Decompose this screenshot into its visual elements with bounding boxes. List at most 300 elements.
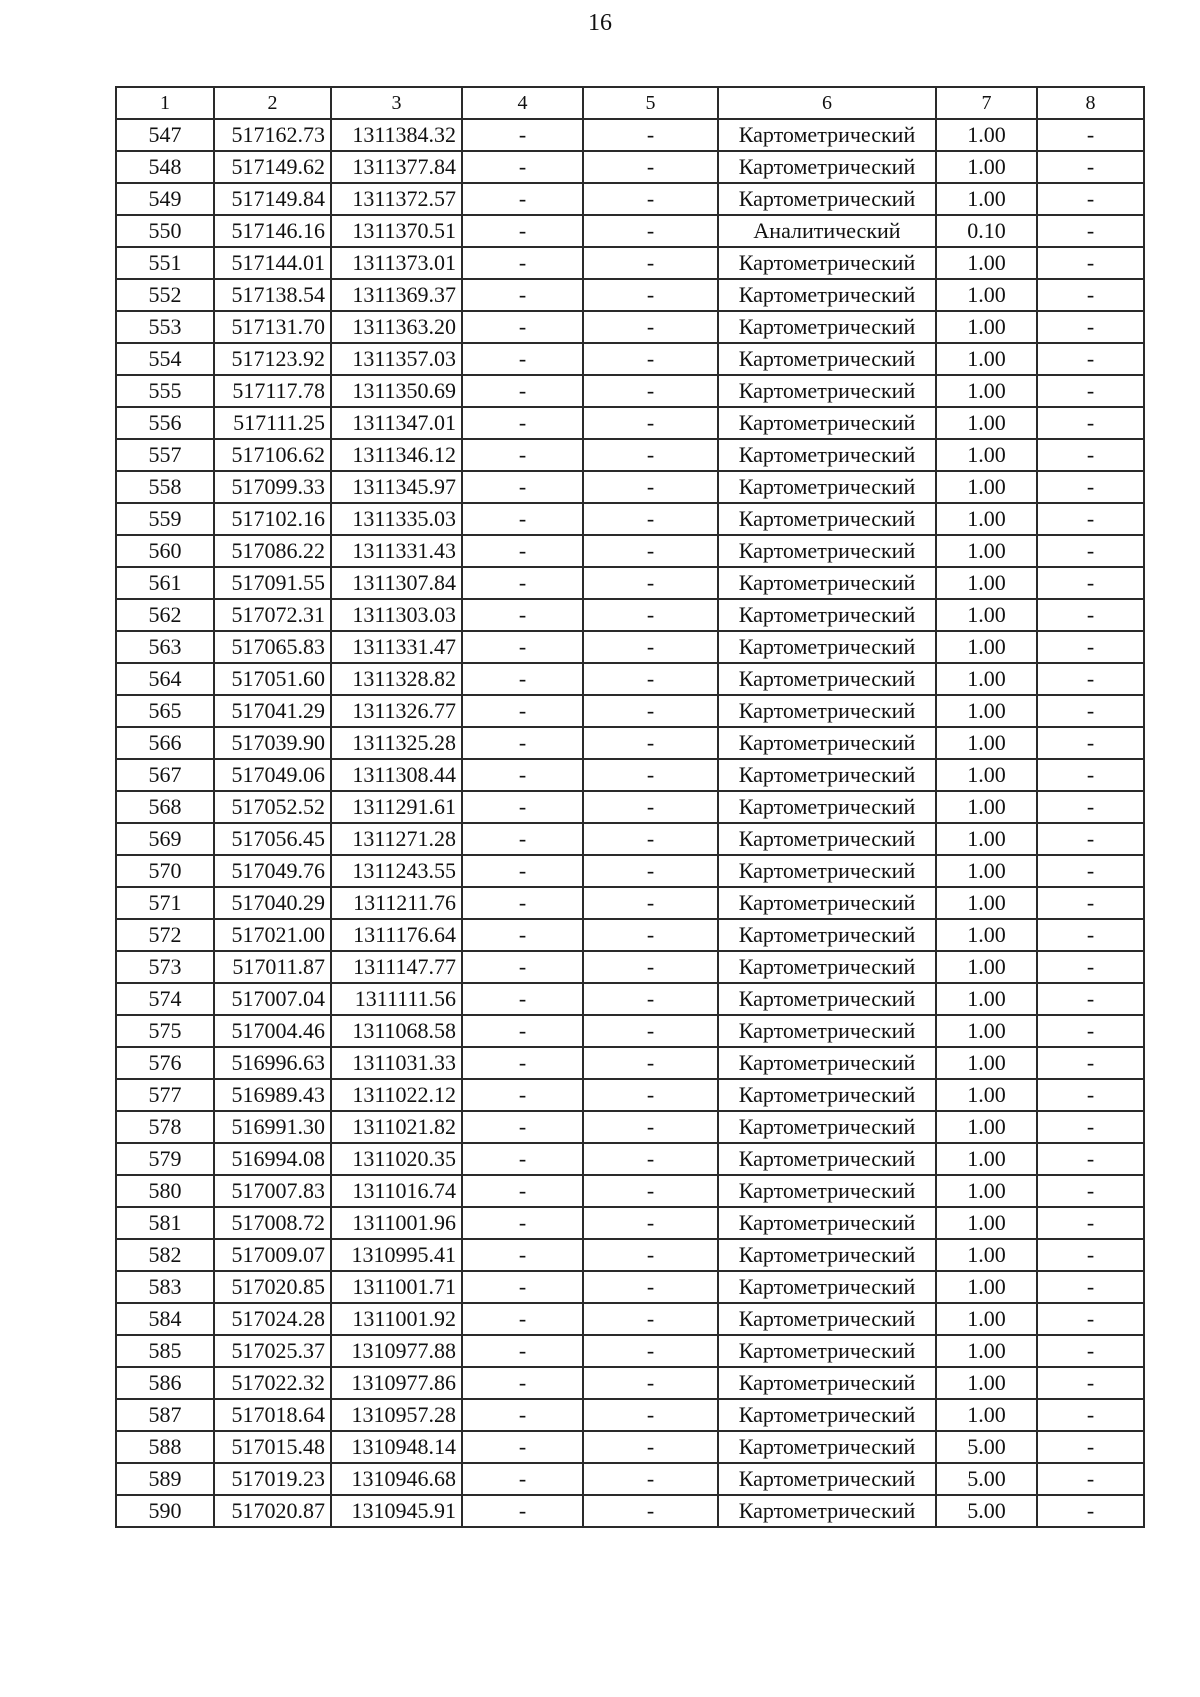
cell-y-coordinate: 1310946.68	[331, 1463, 462, 1495]
cell-method: Картометрический	[718, 535, 936, 567]
cell-accuracy: 1.00	[936, 279, 1037, 311]
cell-x-coordinate: 517123.92	[214, 343, 331, 375]
cell-point-number: 587	[116, 1399, 214, 1431]
cell-col-4: -	[462, 535, 583, 567]
cell-point-number: 584	[116, 1303, 214, 1335]
cell-col-5: -	[583, 1079, 718, 1111]
cell-col-8: -	[1037, 663, 1144, 695]
cell-col-5: -	[583, 535, 718, 567]
cell-col-8: -	[1037, 1399, 1144, 1431]
cell-method: Картометрический	[718, 919, 936, 951]
cell-method: Картометрический	[718, 631, 936, 663]
cell-col-8: -	[1037, 1239, 1144, 1271]
cell-y-coordinate: 1311291.61	[331, 791, 462, 823]
cell-method: Картометрический	[718, 503, 936, 535]
cell-point-number: 580	[116, 1175, 214, 1207]
cell-point-number: 572	[116, 919, 214, 951]
cell-method: Картометрический	[718, 1079, 936, 1111]
cell-col-4: -	[462, 279, 583, 311]
cell-col-8: -	[1037, 407, 1144, 439]
cell-y-coordinate: 1311303.03	[331, 599, 462, 631]
cell-accuracy: 1.00	[936, 1175, 1037, 1207]
cell-col-5: -	[583, 1271, 718, 1303]
cell-col-4: -	[462, 663, 583, 695]
cell-col-4: -	[462, 1399, 583, 1431]
cell-accuracy: 0.10	[936, 215, 1037, 247]
cell-x-coordinate: 517072.31	[214, 599, 331, 631]
cell-col-4: -	[462, 1495, 583, 1527]
cell-col-8: -	[1037, 1271, 1144, 1303]
table-row	[116, 759, 1144, 791]
cell-x-coordinate: 517020.87	[214, 1495, 331, 1527]
cell-col-5: -	[583, 1143, 718, 1175]
table-row	[116, 279, 1144, 311]
cell-method: Картометрический	[718, 439, 936, 471]
cell-accuracy: 1.00	[936, 919, 1037, 951]
cell-col-5: -	[583, 695, 718, 727]
cell-col-5: -	[583, 631, 718, 663]
cell-point-number: 556	[116, 407, 214, 439]
cell-x-coordinate: 517018.64	[214, 1399, 331, 1431]
cell-x-coordinate: 517111.25	[214, 407, 331, 439]
cell-x-coordinate: 517102.16	[214, 503, 331, 535]
cell-col-5: -	[583, 1463, 718, 1495]
cell-accuracy: 1.00	[936, 375, 1037, 407]
cell-method: Картометрический	[718, 1111, 936, 1143]
cell-col-4: -	[462, 631, 583, 663]
cell-x-coordinate: 517015.48	[214, 1431, 331, 1463]
cell-col-8: -	[1037, 183, 1144, 215]
cell-method: Картометрический	[718, 695, 936, 727]
cell-col-5: -	[583, 599, 718, 631]
cell-method: Картометрический	[718, 1239, 936, 1271]
cell-col-8: -	[1037, 759, 1144, 791]
cell-point-number: 577	[116, 1079, 214, 1111]
cell-col-8: -	[1037, 695, 1144, 727]
table-row	[116, 695, 1144, 727]
cell-accuracy: 1.00	[936, 791, 1037, 823]
cell-accuracy: 1.00	[936, 247, 1037, 279]
cell-accuracy: 1.00	[936, 1239, 1037, 1271]
cell-x-coordinate: 517144.01	[214, 247, 331, 279]
cell-accuracy: 1.00	[936, 887, 1037, 919]
table-row	[116, 791, 1144, 823]
cell-point-number: 567	[116, 759, 214, 791]
cell-col-4: -	[462, 471, 583, 503]
cell-y-coordinate: 1311308.44	[331, 759, 462, 791]
cell-accuracy: 1.00	[936, 151, 1037, 183]
cell-col-8: -	[1037, 343, 1144, 375]
cell-y-coordinate: 1311384.32	[331, 119, 462, 151]
cell-col-4: -	[462, 1047, 583, 1079]
cell-x-coordinate: 517004.46	[214, 1015, 331, 1047]
cell-col-5: -	[583, 983, 718, 1015]
cell-col-4: -	[462, 855, 583, 887]
cell-point-number: 553	[116, 311, 214, 343]
table-row	[116, 823, 1144, 855]
cell-col-4: -	[462, 919, 583, 951]
cell-method: Картометрический	[718, 1175, 936, 1207]
cell-col-8: -	[1037, 247, 1144, 279]
cell-col-5: -	[583, 1207, 718, 1239]
cell-col-4: -	[462, 887, 583, 919]
cell-y-coordinate: 1311370.51	[331, 215, 462, 247]
cell-col-4: -	[462, 727, 583, 759]
cell-col-8: -	[1037, 535, 1144, 567]
cell-col-8: -	[1037, 279, 1144, 311]
table-row	[116, 1207, 1144, 1239]
cell-y-coordinate: 1311345.97	[331, 471, 462, 503]
cell-point-number: 561	[116, 567, 214, 599]
cell-col-4: -	[462, 1303, 583, 1335]
cell-accuracy: 1.00	[936, 759, 1037, 791]
cell-point-number: 548	[116, 151, 214, 183]
cell-x-coordinate: 517025.37	[214, 1335, 331, 1367]
cell-method: Картометрический	[718, 599, 936, 631]
table-row	[116, 1367, 1144, 1399]
table-row	[116, 247, 1144, 279]
cell-point-number: 550	[116, 215, 214, 247]
table-row	[116, 439, 1144, 471]
cell-col-4: -	[462, 311, 583, 343]
cell-col-8: -	[1037, 1175, 1144, 1207]
cell-method: Картометрический	[718, 1367, 936, 1399]
cell-col-4: -	[462, 503, 583, 535]
cell-y-coordinate: 1310945.91	[331, 1495, 462, 1527]
cell-col-5: -	[583, 247, 718, 279]
cell-accuracy: 1.00	[936, 1047, 1037, 1079]
table-row	[116, 663, 1144, 695]
cell-accuracy: 1.00	[936, 983, 1037, 1015]
cell-method: Картометрический	[718, 1399, 936, 1431]
table-row	[116, 727, 1144, 759]
cell-y-coordinate: 1311271.28	[331, 823, 462, 855]
cell-col-8: -	[1037, 791, 1144, 823]
cell-col-8: -	[1037, 599, 1144, 631]
table-row	[116, 567, 1144, 599]
table-row	[116, 503, 1144, 535]
cell-col-5: -	[583, 279, 718, 311]
cell-accuracy: 1.00	[936, 599, 1037, 631]
table-row	[116, 1463, 1144, 1495]
cell-method: Картометрический	[718, 663, 936, 695]
cell-col-8: -	[1037, 375, 1144, 407]
table-row	[116, 1335, 1144, 1367]
cell-col-5: -	[583, 1399, 718, 1431]
cell-point-number: 575	[116, 1015, 214, 1047]
cell-y-coordinate: 1311335.03	[331, 503, 462, 535]
cell-method: Картометрический	[718, 311, 936, 343]
table-row	[116, 919, 1144, 951]
cell-col-5: -	[583, 567, 718, 599]
table-row	[116, 1143, 1144, 1175]
cell-col-8: -	[1037, 1079, 1144, 1111]
cell-x-coordinate: 517051.60	[214, 663, 331, 695]
cell-point-number: 551	[116, 247, 214, 279]
cell-col-4: -	[462, 791, 583, 823]
cell-method: Картометрический	[718, 1143, 936, 1175]
cell-x-coordinate: 517052.52	[214, 791, 331, 823]
table-row	[116, 1303, 1144, 1335]
table-row	[116, 375, 1144, 407]
cell-method: Картометрический	[718, 855, 936, 887]
cell-point-number: 552	[116, 279, 214, 311]
cell-col-4: -	[462, 183, 583, 215]
cell-accuracy: 1.00	[936, 535, 1037, 567]
cell-col-8: -	[1037, 567, 1144, 599]
cell-col-5: -	[583, 823, 718, 855]
cell-col-5: -	[583, 343, 718, 375]
cell-method: Картометрический	[718, 1335, 936, 1367]
cell-point-number: 588	[116, 1431, 214, 1463]
cell-point-number: 563	[116, 631, 214, 663]
cell-y-coordinate: 1310995.41	[331, 1239, 462, 1271]
cell-accuracy: 1.00	[936, 119, 1037, 151]
cell-x-coordinate: 517131.70	[214, 311, 331, 343]
cell-point-number: 569	[116, 823, 214, 855]
cell-col-8: -	[1037, 471, 1144, 503]
cell-x-coordinate: 517162.73	[214, 119, 331, 151]
cell-accuracy: 1.00	[936, 567, 1037, 599]
cell-accuracy: 1.00	[936, 1367, 1037, 1399]
cell-accuracy: 1.00	[936, 1335, 1037, 1367]
cell-method: Картометрический	[718, 343, 936, 375]
cell-y-coordinate: 1311001.96	[331, 1207, 462, 1239]
cell-method: Картометрический	[718, 1015, 936, 1047]
cell-method: Картометрический	[718, 727, 936, 759]
cell-accuracy: 5.00	[936, 1463, 1037, 1495]
cell-col-5: -	[583, 183, 718, 215]
cell-accuracy: 1.00	[936, 407, 1037, 439]
column-header-6: 6	[718, 87, 936, 119]
cell-x-coordinate: 517007.83	[214, 1175, 331, 1207]
cell-col-8: -	[1037, 1111, 1144, 1143]
cell-x-coordinate: 517056.45	[214, 823, 331, 855]
cell-col-5: -	[583, 663, 718, 695]
cell-accuracy: 1.00	[936, 951, 1037, 983]
cell-y-coordinate: 1311211.76	[331, 887, 462, 919]
cell-accuracy: 1.00	[936, 439, 1037, 471]
cell-col-5: -	[583, 887, 718, 919]
cell-col-8: -	[1037, 887, 1144, 919]
cell-col-5: -	[583, 791, 718, 823]
cell-col-4: -	[462, 983, 583, 1015]
cell-method: Картометрический	[718, 471, 936, 503]
table-body	[116, 119, 1144, 1527]
cell-col-5: -	[583, 1303, 718, 1335]
cell-y-coordinate: 1311363.20	[331, 311, 462, 343]
cell-col-8: -	[1037, 1047, 1144, 1079]
cell-x-coordinate: 517099.33	[214, 471, 331, 503]
cell-method: Картометрический	[718, 791, 936, 823]
column-header-3: 3	[331, 87, 462, 119]
cell-col-4: -	[462, 951, 583, 983]
cell-method: Картометрический	[718, 1495, 936, 1527]
cell-y-coordinate: 1311326.77	[331, 695, 462, 727]
cell-col-5: -	[583, 1015, 718, 1047]
cell-col-4: -	[462, 823, 583, 855]
cell-col-8: -	[1037, 1303, 1144, 1335]
table-row	[116, 1047, 1144, 1079]
cell-col-4: -	[462, 439, 583, 471]
cell-accuracy: 1.00	[936, 663, 1037, 695]
cell-col-5: -	[583, 503, 718, 535]
cell-col-4: -	[462, 759, 583, 791]
table-row	[116, 311, 1144, 343]
cell-col-8: -	[1037, 1463, 1144, 1495]
cell-col-8: -	[1037, 1143, 1144, 1175]
cell-x-coordinate: 517091.55	[214, 567, 331, 599]
cell-method: Картометрический	[718, 759, 936, 791]
cell-y-coordinate: 1311001.71	[331, 1271, 462, 1303]
cell-method: Картометрический	[718, 119, 936, 151]
cell-col-4: -	[462, 407, 583, 439]
cell-method: Картометрический	[718, 1271, 936, 1303]
cell-point-number: 582	[116, 1239, 214, 1271]
column-header-8: 8	[1037, 87, 1144, 119]
cell-point-number: 570	[116, 855, 214, 887]
cell-point-number: 586	[116, 1367, 214, 1399]
cell-col-4: -	[462, 1271, 583, 1303]
cell-accuracy: 1.00	[936, 631, 1037, 663]
cell-point-number: 560	[116, 535, 214, 567]
table-row	[116, 1431, 1144, 1463]
cell-col-4: -	[462, 375, 583, 407]
table-row	[116, 983, 1144, 1015]
cell-col-8: -	[1037, 1495, 1144, 1527]
cell-col-5: -	[583, 439, 718, 471]
cell-y-coordinate: 1311331.43	[331, 535, 462, 567]
cell-x-coordinate: 517019.23	[214, 1463, 331, 1495]
cell-col-8: -	[1037, 215, 1144, 247]
cell-point-number: 549	[116, 183, 214, 215]
table-row	[116, 1015, 1144, 1047]
cell-col-8: -	[1037, 439, 1144, 471]
cell-x-coordinate: 517117.78	[214, 375, 331, 407]
table-row	[116, 1175, 1144, 1207]
cell-point-number: 547	[116, 119, 214, 151]
cell-y-coordinate: 1311325.28	[331, 727, 462, 759]
cell-y-coordinate: 1311328.82	[331, 663, 462, 695]
cell-method: Картометрический	[718, 183, 936, 215]
table-row	[116, 151, 1144, 183]
cell-point-number: 562	[116, 599, 214, 631]
cell-point-number: 590	[116, 1495, 214, 1527]
cell-y-coordinate: 1311369.37	[331, 279, 462, 311]
cell-x-coordinate: 517024.28	[214, 1303, 331, 1335]
cell-method: Картометрический	[718, 887, 936, 919]
cell-x-coordinate: 517020.85	[214, 1271, 331, 1303]
cell-method: Картометрический	[718, 279, 936, 311]
table-row	[116, 855, 1144, 887]
table-row	[116, 119, 1144, 151]
cell-col-4: -	[462, 1143, 583, 1175]
cell-col-5: -	[583, 727, 718, 759]
cell-method: Картометрический	[718, 1303, 936, 1335]
cell-col-8: -	[1037, 503, 1144, 535]
cell-accuracy: 5.00	[936, 1431, 1037, 1463]
cell-y-coordinate: 1311176.64	[331, 919, 462, 951]
cell-y-coordinate: 1310977.86	[331, 1367, 462, 1399]
cell-x-coordinate: 517149.62	[214, 151, 331, 183]
cell-x-coordinate: 516996.63	[214, 1047, 331, 1079]
cell-method: Картометрический	[718, 407, 936, 439]
cell-point-number: 555	[116, 375, 214, 407]
table-row	[116, 887, 1144, 919]
cell-method: Аналитический	[718, 215, 936, 247]
cell-col-5: -	[583, 951, 718, 983]
cell-point-number: 589	[116, 1463, 214, 1495]
cell-y-coordinate: 1310957.28	[331, 1399, 462, 1431]
cell-point-number: 573	[116, 951, 214, 983]
coordinates-table	[115, 86, 1145, 1528]
cell-y-coordinate: 1311022.12	[331, 1079, 462, 1111]
cell-method: Картометрический	[718, 951, 936, 983]
cell-point-number: 554	[116, 343, 214, 375]
cell-col-8: -	[1037, 951, 1144, 983]
cell-point-number: 564	[116, 663, 214, 695]
table-row	[116, 215, 1144, 247]
cell-method: Картометрический	[718, 151, 936, 183]
table-row	[116, 1399, 1144, 1431]
cell-col-4: -	[462, 1111, 583, 1143]
cell-x-coordinate: 516994.08	[214, 1143, 331, 1175]
cell-accuracy: 1.00	[936, 823, 1037, 855]
cell-y-coordinate: 1311307.84	[331, 567, 462, 599]
cell-point-number: 579	[116, 1143, 214, 1175]
cell-x-coordinate: 516989.43	[214, 1079, 331, 1111]
cell-method: Картометрический	[718, 1047, 936, 1079]
cell-col-5: -	[583, 1431, 718, 1463]
cell-y-coordinate: 1311016.74	[331, 1175, 462, 1207]
cell-col-5: -	[583, 375, 718, 407]
column-header-5: 5	[583, 87, 718, 119]
cell-col-5: -	[583, 119, 718, 151]
cell-col-5: -	[583, 471, 718, 503]
cell-point-number: 566	[116, 727, 214, 759]
cell-col-8: -	[1037, 1015, 1144, 1047]
cell-accuracy: 1.00	[936, 343, 1037, 375]
cell-x-coordinate: 517009.07	[214, 1239, 331, 1271]
cell-y-coordinate: 1311031.33	[331, 1047, 462, 1079]
cell-method: Картометрический	[718, 247, 936, 279]
cell-col-4: -	[462, 215, 583, 247]
cell-y-coordinate: 1311350.69	[331, 375, 462, 407]
cell-col-5: -	[583, 1367, 718, 1399]
cell-accuracy: 1.00	[936, 183, 1037, 215]
column-header-4: 4	[462, 87, 583, 119]
table-row	[116, 1495, 1144, 1527]
cell-x-coordinate: 517008.72	[214, 1207, 331, 1239]
cell-y-coordinate: 1311147.77	[331, 951, 462, 983]
cell-x-coordinate: 517149.84	[214, 183, 331, 215]
cell-y-coordinate: 1311331.47	[331, 631, 462, 663]
cell-accuracy: 1.00	[936, 1271, 1037, 1303]
cell-y-coordinate: 1311372.57	[331, 183, 462, 215]
cell-col-4: -	[462, 1175, 583, 1207]
cell-x-coordinate: 517065.83	[214, 631, 331, 663]
cell-method: Картометрический	[718, 823, 936, 855]
table-header-row	[116, 87, 1144, 119]
cell-col-8: -	[1037, 855, 1144, 887]
cell-accuracy: 5.00	[936, 1495, 1037, 1527]
cell-col-4: -	[462, 1079, 583, 1111]
cell-accuracy: 1.00	[936, 503, 1037, 535]
cell-point-number: 557	[116, 439, 214, 471]
cell-col-5: -	[583, 919, 718, 951]
cell-col-4: -	[462, 343, 583, 375]
cell-y-coordinate: 1311243.55	[331, 855, 462, 887]
